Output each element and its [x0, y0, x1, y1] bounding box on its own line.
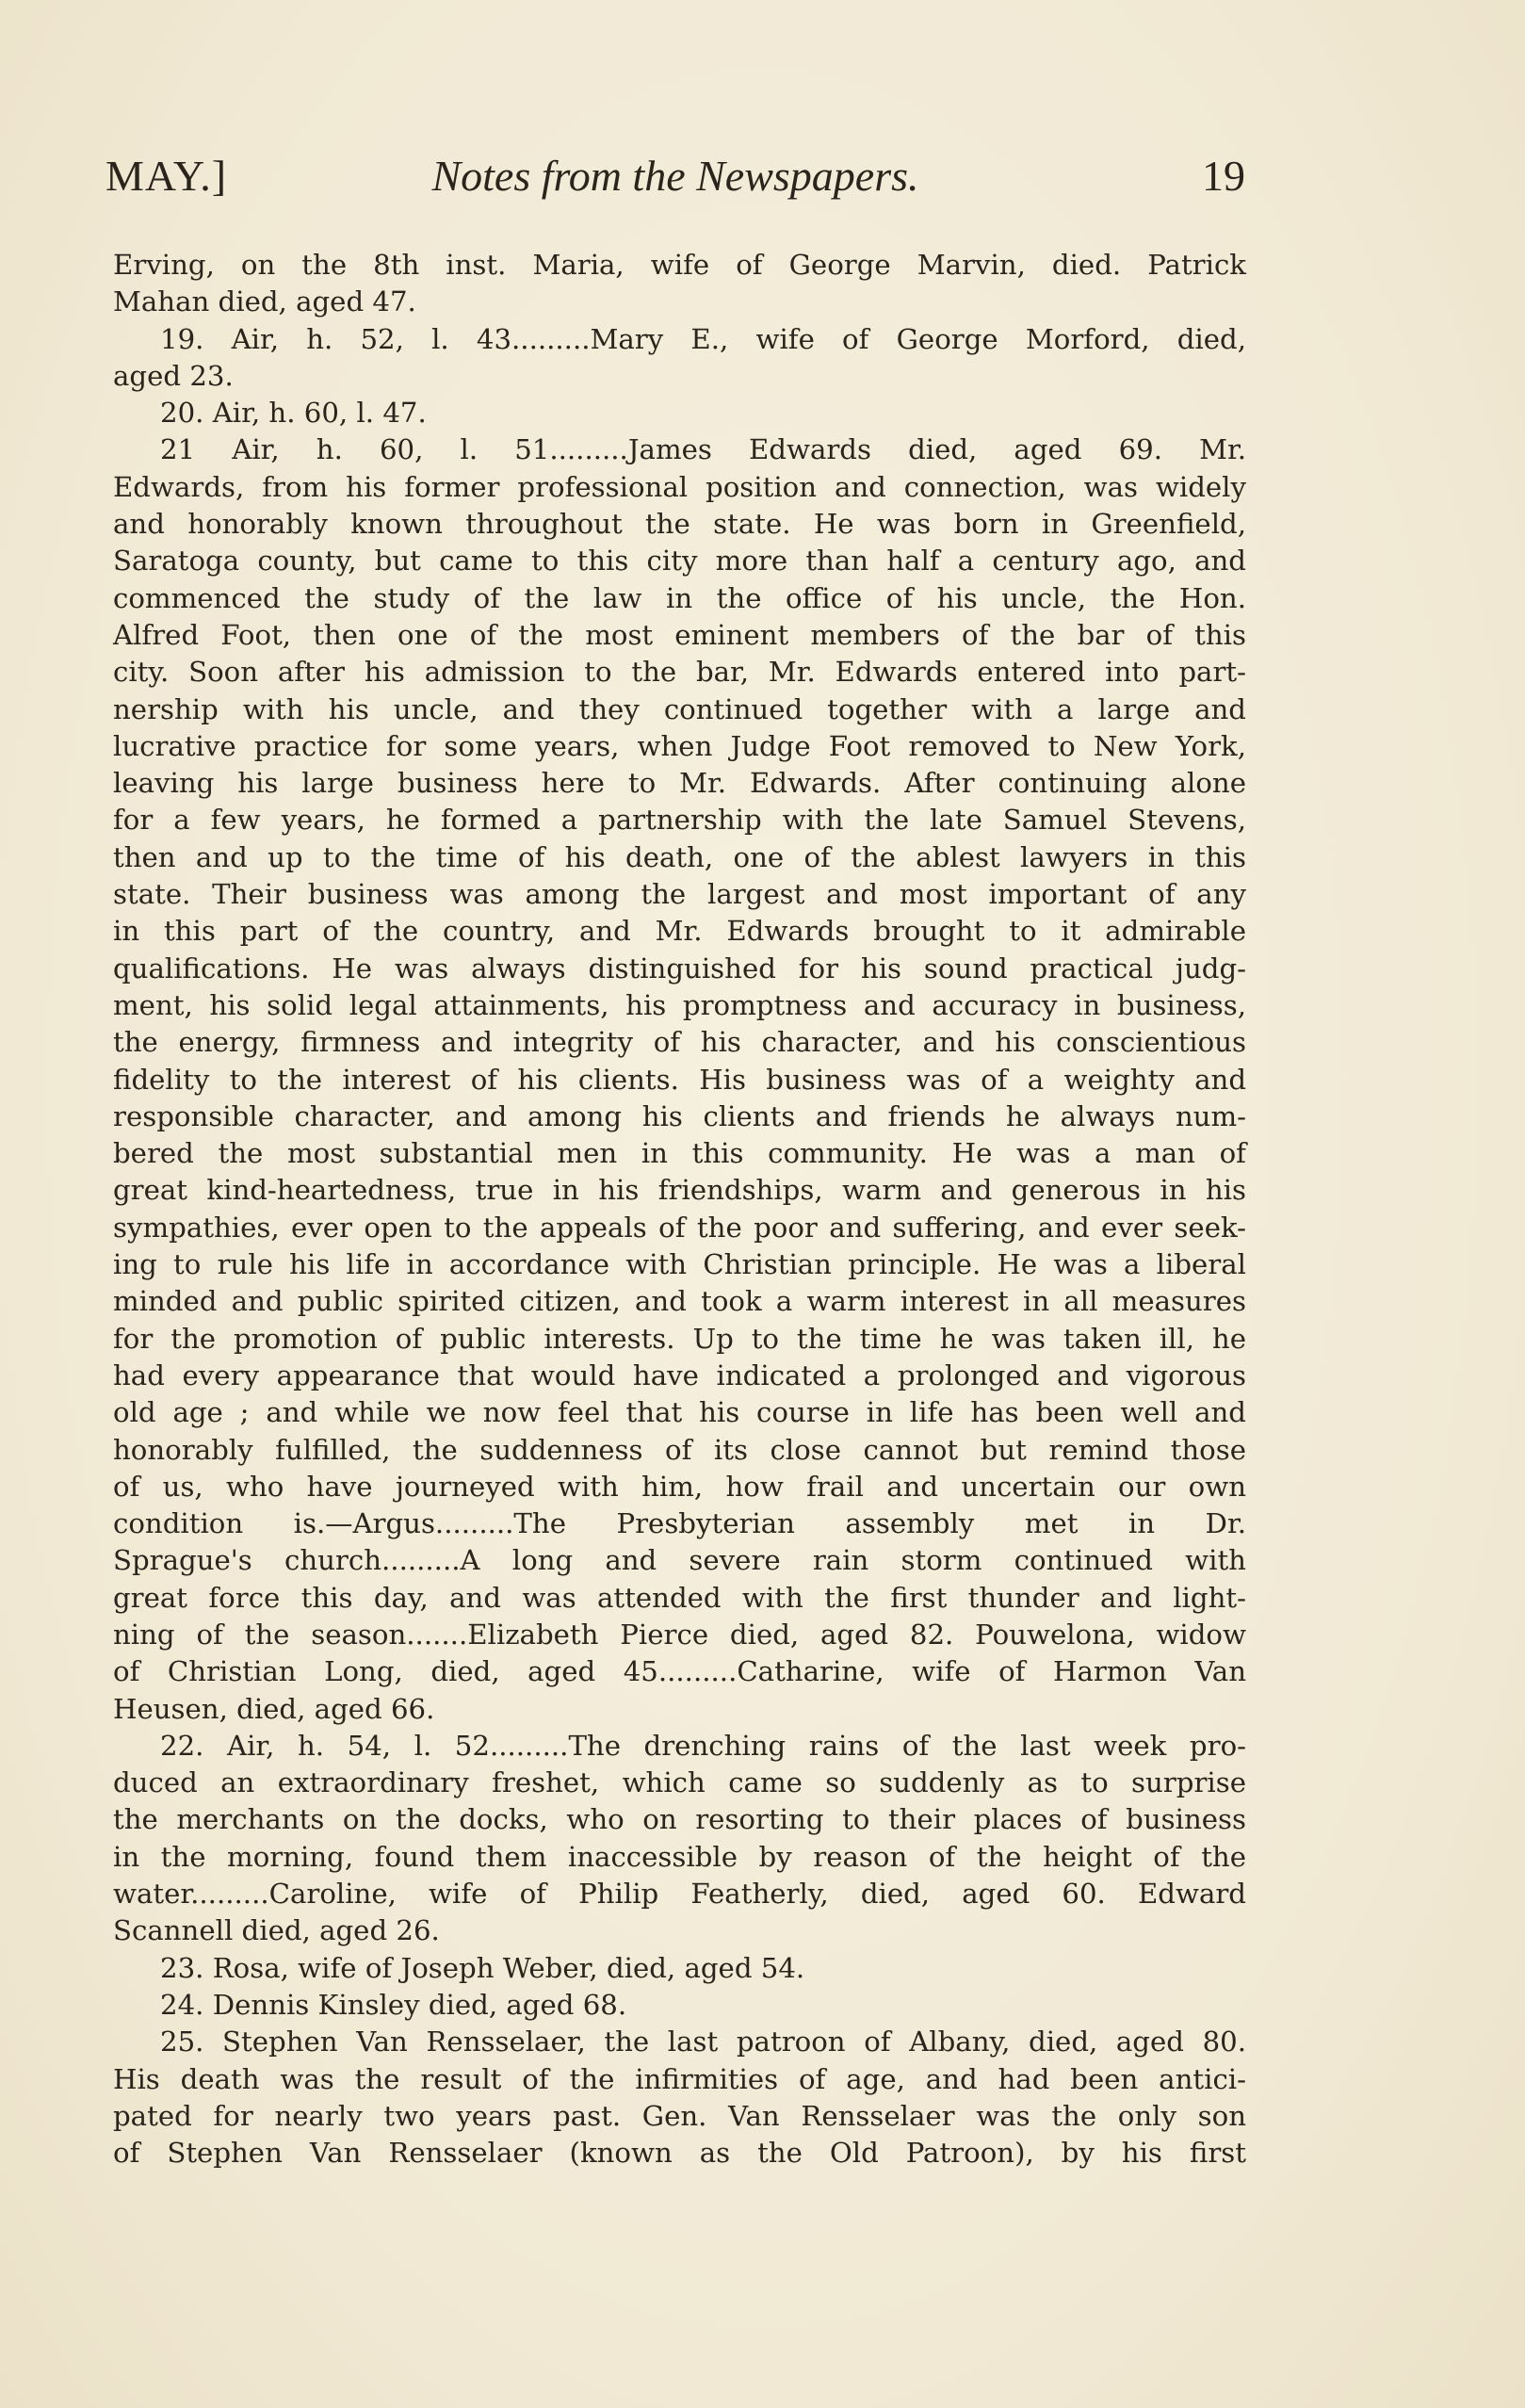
text-line: nership with his uncle, and they continued together with a large and	[113, 692, 1246, 725]
text-line: and honorably known throughout the state. He was born in Greenfield,	[113, 508, 1246, 541]
text-line: city. Soon after his admission to the bar, Mr. Edwards entered into part-	[113, 656, 1246, 689]
text-line: ment, his solid legal attainments, his promptness and accuracy in business,	[113, 988, 1246, 1021]
text-line: responsible character, and among his clients and friends he always num-	[113, 1099, 1246, 1132]
text-line: water.........Caroline, wife of Philip Featherly, died, aged 60. Edward	[113, 1878, 1246, 1911]
text-line: Alfred Foot, then one of the most eminent members of the bar of this	[113, 618, 1246, 651]
text-line: Scannell died, aged 26.	[113, 1914, 440, 1947]
text-line: Mahan died, aged 47.	[113, 285, 416, 318]
text-line: in this part of the country, and Mr. Edwards brought to it admirable	[113, 915, 1246, 948]
text-line: had every appearance that would have indicated a prolonged and vigorous	[113, 1359, 1246, 1391]
text-line: honorably fulfilled, the suddenness of its close cannot but remind those	[113, 1433, 1246, 1466]
text-line: for the promotion of public interests. Up to the time he was taken ill, he	[113, 1322, 1246, 1355]
text-line: great kind-heartedness, true in his friendships, warm and generous in his	[113, 1174, 1246, 1207]
text-line: commenced the study of the law in the office of his uncle, the Hon.	[113, 581, 1246, 614]
text-line: Erving, on the 8th inst. Maria, wife of George Marvin, died. Patrick	[113, 249, 1246, 281]
text-line: of Christian Long, died, aged 45.........Catharine, wife of Harmon Van	[113, 1655, 1246, 1688]
text-line: 21 Air, h. 60, l. 51.........James Edwards died, aged 69. Mr.	[160, 433, 1246, 466]
text-line: 22. Air, h. 54, l. 52.........The drenching rains of the last week pro-	[160, 1729, 1246, 1762]
header-month: MAY.]	[105, 152, 228, 200]
body-text	[113, 247, 1246, 2172]
text-line: minded and public spirited citizen, and took a warm interest in all measures	[113, 1285, 1246, 1318]
text-line: 25. Stephen Van Rensselaer, the last patroon of Albany, died, aged 80.	[160, 2026, 1246, 2058]
text-line: pated for nearly two years past. Gen. Van Rensselaer was the only son	[113, 2099, 1246, 2132]
text-line: then and up to the time of his death, one of the ablest lawyers in this	[113, 840, 1246, 873]
text-line: sympathies, ever open to the appeals of the poor and suffering, and ever seek-	[113, 1211, 1246, 1244]
text-line: of us, who have journeyed with him, how frail and uncertain our own	[113, 1470, 1246, 1503]
text-line: Saratoga county, but came to this city more than half a century ago, and	[113, 545, 1246, 578]
header-title: Notes from the Newspapers.	[431, 152, 919, 200]
running-header	[105, 151, 1245, 217]
text-line: state. Their business was among the largest and most important of any	[113, 878, 1246, 911]
text-line: qualifications. He was always distinguished for his sound practical judg-	[113, 952, 1246, 984]
text-line: the energy, firmness and integrity of his character, and his conscientious	[113, 1026, 1246, 1059]
text-line: leaving his large business here to Mr. Edwards. After continuing alone	[113, 767, 1246, 800]
text-line: duced an extraordinary freshet, which came so suddenly as to surprise	[113, 1766, 1246, 1799]
text-line: Sprague's church.........A long and severe rain storm continued with	[113, 1544, 1246, 1577]
text-line: Edwards, from his former professional position and connection, was widely	[113, 470, 1246, 503]
text-line: ning of the season.......Elizabeth Pierce died, aged 82. Pouwelona, widow	[113, 1618, 1246, 1651]
page-number: 19	[1202, 152, 1245, 200]
text-line: condition is.—Argus.........The Presbyterian assembly met in Dr.	[113, 1507, 1246, 1540]
text-line: in the morning, found them inaccessible by reason of the height of the	[113, 1840, 1246, 1873]
text-line: His death was the result of the infirmities of age, and had been antici-	[113, 2062, 1246, 2095]
text-line: 20. Air, h. 60, l. 47.	[160, 397, 427, 430]
text-line: 19. Air, h. 52, l. 43.........Mary E., wife of George Morford, died,	[160, 322, 1246, 355]
text-line: the merchants on the docks, who on resorting to their places of business	[113, 1803, 1246, 1836]
text-line: 23. Rosa, wife of Joseph Weber, died, aged 54.	[160, 1951, 805, 1984]
text-line: for a few years, he formed a partnership with the late Samuel Stevens,	[113, 804, 1246, 837]
text-line: aged 23.	[113, 359, 234, 392]
text-line: ing to rule his life in accordance with Christian principle. He was a liberal	[113, 1248, 1246, 1281]
text-line: great force this day, and was attended with the first thunder and light-	[113, 1581, 1246, 1614]
text-line: 24. Dennis Kinsley died, aged 68.	[160, 1988, 627, 2021]
text-line: lucrative practice for some years, when Judge Foot removed to New York,	[113, 729, 1246, 762]
text-line: Heusen, died, aged 66.	[113, 1692, 435, 1725]
text-line: bered the most substantial men in this community. He was a man of	[113, 1137, 1246, 1170]
text-line: of Stephen Van Rensselaer (known as the Old Patroon), by his first	[113, 2137, 1246, 2170]
text-line: fidelity to the interest of his clients. His business was of a weighty and	[113, 1063, 1246, 1096]
text-line: old age ; and while we now feel that his course in life has been well and	[113, 1396, 1246, 1429]
